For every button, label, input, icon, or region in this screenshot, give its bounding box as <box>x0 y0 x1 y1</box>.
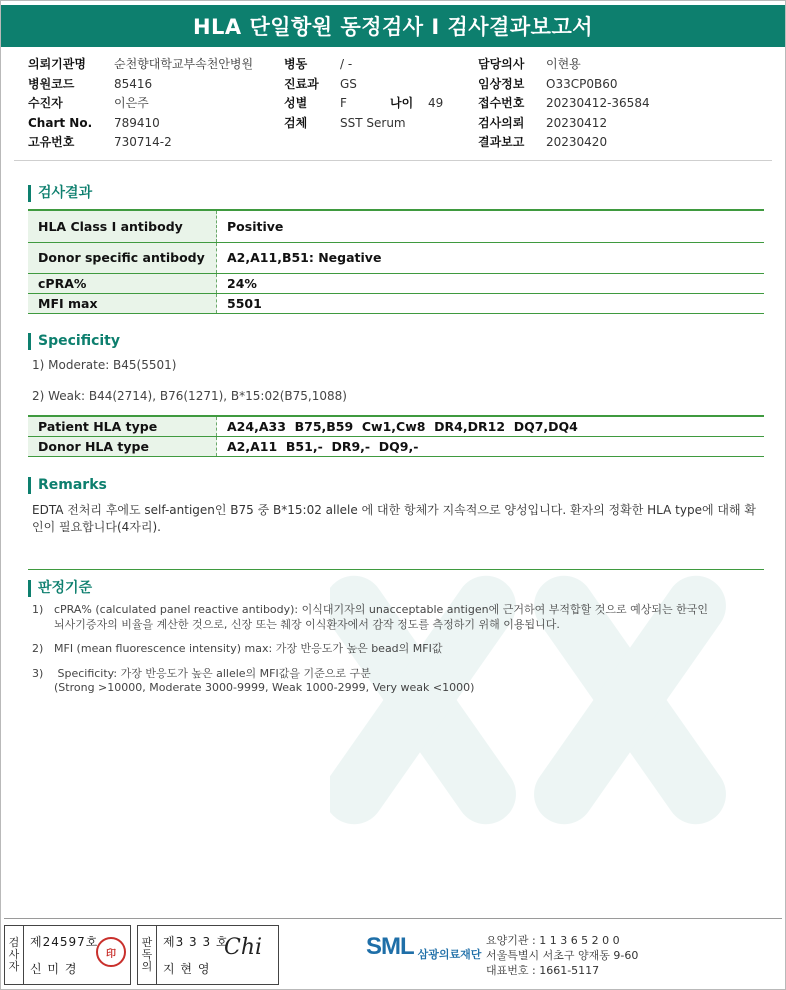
info-value: 20230412-36584 <box>546 96 650 110</box>
hla-type-table <box>28 415 764 457</box>
info-label: 병동 <box>284 57 308 71</box>
specificity-line-1: 1) Moderate: B45(5501) <box>32 358 177 372</box>
row-value: 5501 <box>227 295 262 311</box>
criteria-line: (Strong >10000, Moderate 3000-9999, Weak 1000-2999, Very weak <1000) <box>54 681 475 694</box>
criteria-item <box>32 603 762 632</box>
info-row <box>28 133 253 153</box>
info-value: 이현용 <box>546 57 581 71</box>
age-field <box>390 94 443 114</box>
criteria-line: cPRA% (calculated panel reactive antibody): 이식대기자의 unacceptable antigen에 근거하여 부적합할 것으로 예상되는 한국인 <box>54 603 708 616</box>
inspector-role: 검 사 자 <box>5 926 24 984</box>
patient-info-col2 <box>284 55 406 133</box>
table-row <box>28 210 764 242</box>
info-label: 고유번호 <box>28 135 75 149</box>
info-label: 담당의사 <box>478 57 525 71</box>
section-title-remarks: Remarks <box>28 477 107 494</box>
info-row <box>28 94 253 114</box>
age-value: 49 <box>428 96 444 110</box>
criteria-line: 뇌사기증자의 비율을 계산한 것으로, 신장 또는 췌장 이식환자에서 감작 정도를 측정하기 위해 이용됩니다. <box>54 617 560 631</box>
row-label: HLA Class I antibody <box>28 210 217 242</box>
row-label: Donor HLA type <box>28 436 217 456</box>
footer-divider <box>4 918 782 919</box>
reviewer-name: 지 현 영 <box>163 961 211 976</box>
org-line-1: 요양기관 : 1 1 3 6 5 2 0 0 <box>486 934 620 947</box>
info-label: 임상정보 <box>478 76 525 91</box>
criteria-number: 1) <box>32 603 44 616</box>
info-value: 85416 <box>114 76 153 91</box>
criteria-line: Specificity: 가장 반응도가 높은 allele의 MFI값을 기준으로 구분 <box>54 666 371 680</box>
criteria-item <box>32 642 762 657</box>
info-value: 20230412 <box>546 115 608 130</box>
info-value: 730714-2 <box>114 135 172 149</box>
row-value: Positive <box>227 218 284 234</box>
criteria-item <box>32 667 762 696</box>
organization-info <box>486 933 638 978</box>
org-line-3: 대표번호 : 1661-5117 <box>486 964 600 977</box>
table-row <box>28 293 764 313</box>
info-value: 789410 <box>114 115 160 130</box>
info-label: 수진자 <box>28 96 63 110</box>
info-label: 진료과 <box>284 76 319 91</box>
inspector-license: 제24597호 <box>30 934 99 949</box>
info-row <box>284 75 406 95</box>
info-value: 순천향대학교부속천안병원 <box>114 57 254 71</box>
row-label: Patient HLA type <box>28 416 217 436</box>
table-row <box>28 273 764 293</box>
inspector-name: 신 미 경 <box>30 961 78 976</box>
table-row <box>28 416 764 436</box>
results-table <box>28 209 764 314</box>
info-row <box>28 55 253 75</box>
table-row <box>28 242 764 273</box>
info-row <box>284 94 406 114</box>
org-line-2: 서울특별시 서초구 양재동 9-60 <box>486 949 639 962</box>
info-label: Chart No. <box>28 115 93 130</box>
info-value: / - <box>340 57 353 71</box>
info-label: 검사의뢰 <box>478 115 525 130</box>
report-title: HLA 단일항원 동정검사 I 검사결과보고서 <box>1 5 785 47</box>
info-value: SST Serum <box>340 115 406 130</box>
info-row <box>478 114 650 134</box>
sml-logo <box>366 932 481 962</box>
sml-logo-name: 삼광의료재단 <box>417 948 482 961</box>
info-row <box>28 75 253 95</box>
row-value: A24,A33 B75,B59 Cw1,Cw8 DR4,DR12 DQ7,DQ4 <box>227 418 578 434</box>
row-label: Donor specific antibody <box>28 242 217 273</box>
patient-info-col3 <box>478 55 650 153</box>
header-divider <box>14 160 772 161</box>
info-row <box>478 133 650 153</box>
criteria-line: MFI (mean fluorescence intensity) max: 가장 반응도가 높은 bead의 MFI값 <box>54 642 443 655</box>
info-label: 접수번호 <box>478 96 525 110</box>
row-value: 24% <box>227 275 257 291</box>
info-row <box>478 55 650 75</box>
info-value: GS <box>340 76 357 91</box>
row-value: A2,A11,B51: Negative <box>227 250 382 265</box>
reviewer-license: 제3 3 3 호 <box>163 934 229 949</box>
info-label: 검체 <box>284 115 308 130</box>
row-label: cPRA% <box>28 273 217 293</box>
info-row <box>478 94 650 114</box>
info-row <box>284 55 406 75</box>
remarks-text: EDTA 전처리 후에도 self-antigen인 B75 중 B*15:02 allele 에 대한 항체가 지속적으로 양성입니다. 환자의 정확한 HLA type에 대해 확인이 필요합니다(4자리). <box>32 503 756 534</box>
info-label: 의뢰기관명 <box>28 57 86 71</box>
info-row <box>284 114 406 134</box>
info-label: 병원코드 <box>28 76 75 91</box>
info-row <box>28 114 253 134</box>
info-value: O33CP0B60 <box>546 76 618 91</box>
reviewer-role: 판 독 의 <box>138 926 157 984</box>
row-label: MFI max <box>28 293 217 313</box>
specificity-line-2: 2) Weak: B44(2714), B76(1271), B*15:02(B75,1088) <box>32 389 347 403</box>
patient-info-col1 <box>28 55 253 153</box>
info-label: 성별 <box>284 96 308 110</box>
age-label: 나이 <box>390 96 414 110</box>
section-title-criteria: 판정기준 <box>28 580 92 597</box>
row-value: A2,A11 B51,- DR9,- DQ9,- <box>227 438 419 454</box>
criteria-number: 2) <box>32 642 44 655</box>
reviewer-signature: Chi <box>224 935 263 960</box>
section-title-results: 검사결과 <box>28 185 92 202</box>
info-value: F <box>340 96 347 110</box>
section-title-specificity: Specificity <box>28 333 120 350</box>
info-value: 이은주 <box>114 96 149 110</box>
info-value: 20230420 <box>546 135 608 149</box>
sml-logo-mark: SML <box>366 933 414 960</box>
criteria-list <box>32 603 762 706</box>
criteria-number: 3) <box>32 666 44 680</box>
inspector-seal-icon: 印 <box>96 937 126 967</box>
table-row <box>28 436 764 456</box>
info-row <box>478 75 650 95</box>
info-label: 결과보고 <box>478 135 525 149</box>
